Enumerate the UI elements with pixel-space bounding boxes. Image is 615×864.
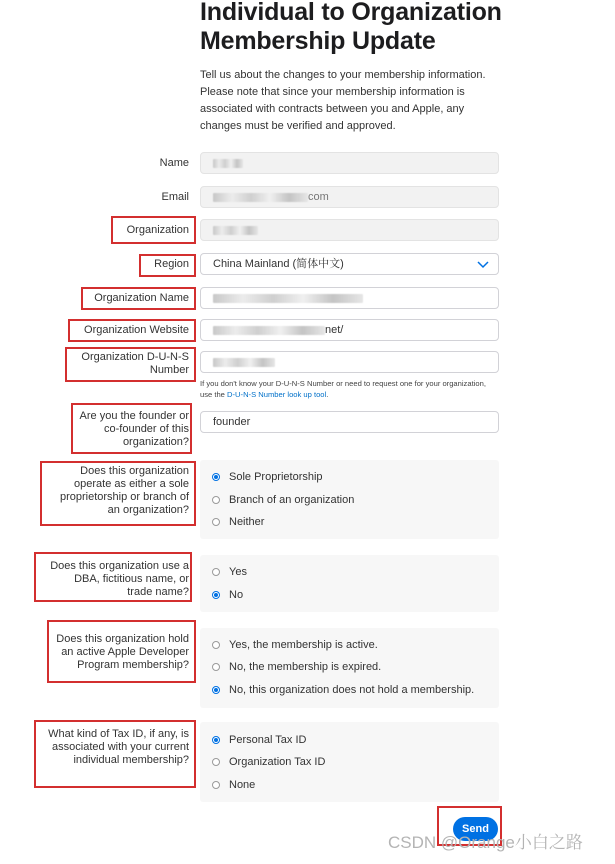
send-button[interactable]: Send [453, 817, 498, 841]
radio-branch-of-organization[interactable]: Branch of an organization [212, 494, 354, 507]
radio-unselected-icon [212, 758, 220, 766]
radio-dba-no[interactable]: No [212, 589, 243, 602]
radio-tax-none[interactable]: None [212, 779, 255, 792]
region-select[interactable] [200, 253, 499, 275]
founder-label: Are you the founder or co-founder of this organization? [79, 410, 189, 448]
region-label: Region [154, 258, 189, 270]
duns-label: Organization D-U-N-S Number [81, 351, 189, 376]
duns-helper-text: If you don't know your D-U-N-S Number or need to request one for your organization, use the D-U-N-S Number look up tool. [200, 379, 486, 399]
redacted-org-name [213, 294, 363, 303]
duns-input[interactable] [200, 351, 499, 373]
q-tax-options [200, 722, 499, 802]
radio-selected-icon [212, 473, 220, 481]
region-value: China Mainland (简体中文) [213, 258, 344, 270]
org-name-input[interactable] [200, 287, 499, 309]
radio-unselected-icon [212, 781, 220, 789]
radio-unselected-icon [212, 496, 220, 504]
org-name-label: Organization Name [94, 292, 189, 304]
org-website-input[interactable] [200, 319, 499, 341]
q-membership-options [200, 628, 499, 708]
org-website-label: Organization Website [84, 324, 189, 336]
radio-unselected-icon [212, 568, 220, 576]
name-label: Name [159, 157, 189, 169]
organization-field [200, 219, 499, 241]
page-title [200, 0, 600, 56]
radio-organization-tax-id[interactable]: Organization Tax ID [212, 756, 325, 769]
q-operate-label: Does this organization operate as either a sole proprietorship or branch of an organization? [59, 465, 189, 516]
founder-value: founder [213, 416, 251, 428]
q-tax-label: What kind of Tax ID, if any, is associated with your current individual membership? [48, 728, 189, 766]
radio-unselected-icon [212, 663, 220, 671]
page-title-line2: Membership Update [200, 27, 436, 55]
radio-unselected-icon [212, 641, 220, 649]
email-label: Email [161, 191, 189, 203]
q-operate-options [200, 460, 499, 539]
radio-membership-expired[interactable]: No, the membership is expired. [212, 661, 381, 674]
duns-lookup-link[interactable]: D-U-N-S Number look up tool [227, 390, 327, 399]
page-title-line1: Individual to Organization [200, 0, 502, 26]
redacted-duns [213, 358, 275, 367]
radio-sole-proprietorship[interactable]: Sole Proprietorship [212, 471, 323, 484]
redacted-name [213, 159, 243, 168]
organization-label: Organization [126, 224, 189, 236]
radio-neither[interactable]: Neither [212, 516, 264, 529]
founder-input[interactable] [200, 411, 499, 433]
email-field [200, 186, 499, 208]
radio-selected-icon [212, 591, 220, 599]
radio-no-membership[interactable]: No, this organization does not hold a membership. [212, 684, 474, 697]
q-dba-options [200, 555, 499, 612]
radio-personal-tax-id[interactable]: Personal Tax ID [212, 734, 306, 747]
radio-dba-yes[interactable]: Yes [212, 566, 247, 579]
radio-selected-icon [212, 736, 220, 744]
redacted-organization [213, 226, 258, 235]
radio-unselected-icon [212, 518, 220, 526]
q-dba-label: Does this organization use a DBA, fictitious name, or trade name? [50, 560, 189, 598]
q-membership-label: Does this organization hold an active Apple Developer Program membership? [56, 633, 189, 671]
radio-membership-active[interactable]: Yes, the membership is active. [212, 639, 378, 652]
org-website-suffix: net/ [325, 324, 344, 336]
radio-selected-icon [212, 686, 220, 694]
intro-text: Tell us about the changes to your membership information. Please note that since your membership information is associated with contracts between you and Apple, any changes must be verified and approved. [200, 69, 486, 132]
watermark: CSDN @Orange小白之路 [388, 833, 583, 852]
redacted-email [213, 193, 308, 202]
redacted-org-website [213, 326, 325, 335]
email-suffix: com [308, 191, 329, 203]
name-field [200, 152, 499, 174]
chevron-down-icon [476, 257, 490, 271]
